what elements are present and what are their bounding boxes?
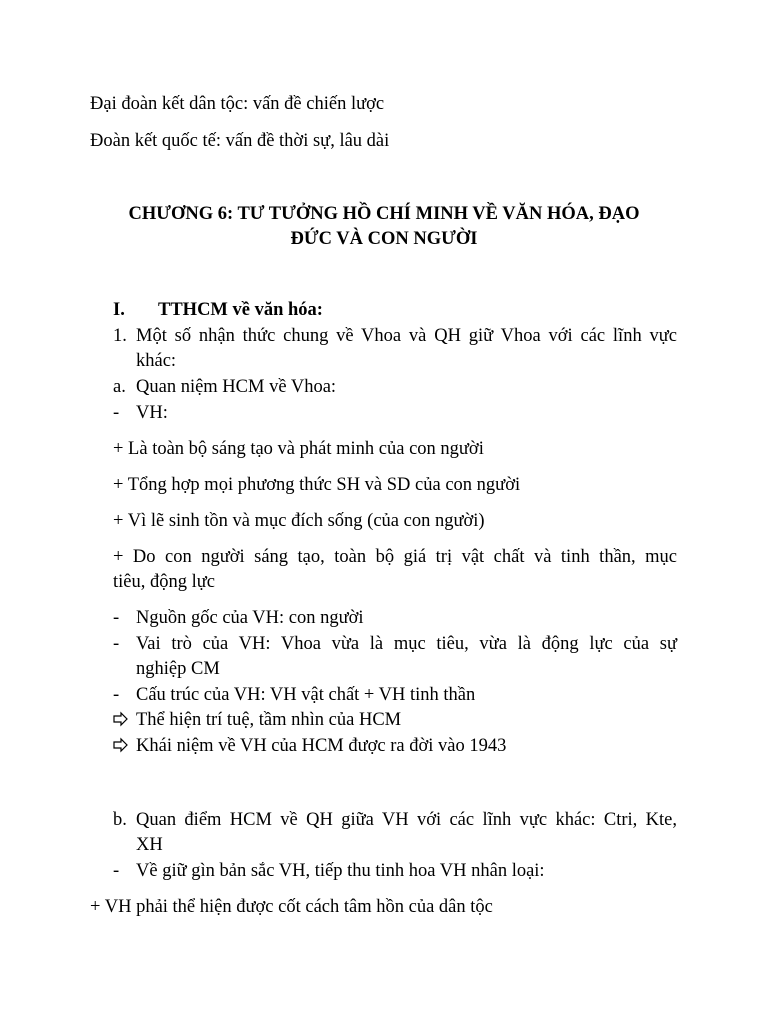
dash-item-1: Nguồn gốc của VH: con người	[136, 608, 364, 628]
vh-marker: -	[113, 403, 120, 423]
arrow-item-1: Thể hiện trí tuệ, tầm nhìn của HCM	[136, 710, 402, 730]
dash-item-2-line-2: nghiệp CM	[136, 659, 220, 679]
chapter-title-line-1: CHƯƠNG 6: TƯ TƯỞNG HỒ CHÍ MINH VỀ VĂN HÓA, ĐẠO	[128, 204, 640, 224]
arrow-icon	[113, 708, 129, 733]
item-b-dash-marker: -	[113, 861, 120, 881]
final-line: + VH phải thể hiện được cốt cách tâm hồn của dân tộc	[90, 897, 493, 917]
plus-item-4-line-2: tiêu, động lực	[113, 572, 215, 592]
item-b-line-2: XH	[136, 835, 163, 855]
dash-marker-1: -	[113, 608, 120, 628]
dash-item-3: Cấu trúc của VH: VH vật chất + VH tinh thần	[136, 685, 476, 705]
section-heading: TTHCM về văn hóa:	[158, 300, 323, 320]
intro-line-2: Đoàn kết quốc tế: vấn đề thời sự, lâu dài	[90, 131, 390, 151]
vh-text: VH:	[136, 403, 168, 423]
plus-item-4-line-1: + Do con người sáng tạo, toàn bộ giá trị vật chất và tinh thần, mục	[113, 547, 677, 567]
item-b-line-1: Quan điểm HCM về QH giữa VH với các lĩnh vực khác: Ctri, Kte,	[136, 810, 677, 830]
intro-line-1: Đại đoàn kết dân tộc: vấn đề chiến lược	[90, 94, 385, 114]
section-marker: I.	[113, 300, 125, 320]
dash-marker-3: -	[113, 685, 120, 705]
item-b-dash-text: Về giữ gìn bản sắc VH, tiếp thu tinh hoa VH nhân loại:	[136, 861, 545, 881]
plus-item-3: + Vì lẽ sinh tồn và mục đích sống (của con người)	[113, 511, 485, 531]
item-a-marker: a.	[113, 377, 126, 397]
plus-item-2: + Tổng hợp mọi phương thức SH và SD của con người	[113, 475, 521, 495]
dash-item-2-line-1: Vai trò của VH: Vhoa vừa là mục tiêu, vừa là động lực của sự	[136, 634, 677, 654]
item-1-line-2: khác:	[136, 351, 177, 371]
item-b-marker: b.	[113, 810, 127, 830]
item-a-text: Quan niệm HCM về Vhoa:	[136, 377, 337, 397]
chapter-title-line-2: ĐỨC VÀ CON NGƯỜI	[290, 229, 478, 249]
item-1-marker: 1.	[113, 326, 127, 346]
item-1-line-1: Một số nhận thức chung về Vhoa và QH giữ Vhoa với các lĩnh vực	[136, 326, 677, 346]
dash-marker-2: -	[113, 634, 120, 654]
arrow-item-2: Khái niệm về VH của HCM được ra đời vào 1943	[136, 736, 507, 756]
arrow-icon	[113, 734, 129, 759]
plus-item-1: + Là toàn bộ sáng tạo và phát minh của con người	[113, 439, 484, 459]
